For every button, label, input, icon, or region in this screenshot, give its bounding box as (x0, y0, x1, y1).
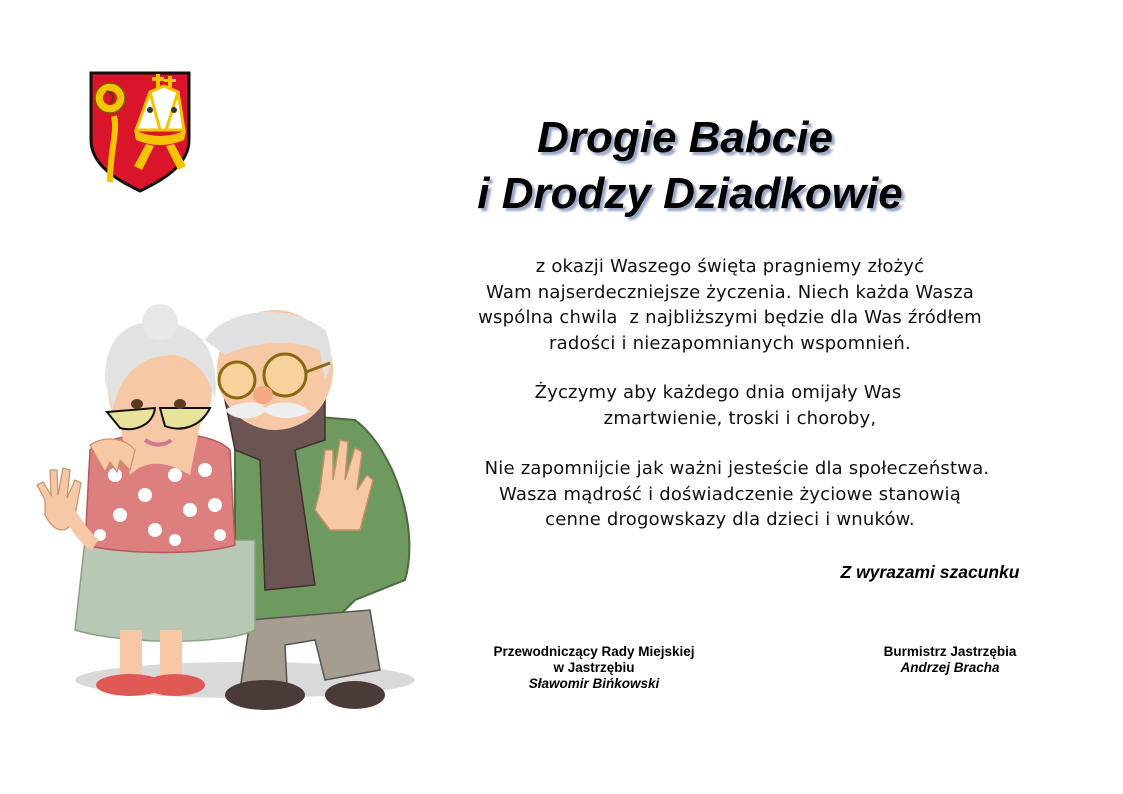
signature-role: w Jastrzębiu (553, 660, 635, 675)
signature-role: Burmistrz Jastrzębia (883, 644, 1017, 659)
signature-council-chair (470, 644, 718, 692)
grandparents-illustration (25, 300, 425, 730)
text-line: wspólna chwila z najbliższymi będzie dla Was źródłem (478, 307, 982, 328)
signature-mayor (860, 644, 1040, 676)
signature-name: Andrzej Bracha (900, 660, 1000, 675)
text-line: zmartwienie, troski i choroby, (603, 407, 877, 429)
greeting-paragraph-1 (440, 254, 1020, 356)
page-title (380, 110, 1000, 222)
title-line-1: Drogie Babcie (537, 113, 833, 162)
signature-role: Przewodniczący Rady Miejskiej (493, 644, 695, 659)
text-line: Życzymy aby każdego dnia omijały Was (534, 382, 902, 403)
text-line: cenne drogowskazy dla dzieci i wnuków. (545, 509, 915, 530)
greeting-paragraph-3 (440, 456, 1020, 533)
text-line: Wam najserdeczniejsze życzenia. Niech każda Wasza (486, 281, 974, 303)
signature-name: Sławomir Bińkowski (528, 676, 660, 691)
closing-text: Z wyrazami szacunku (840, 562, 1020, 582)
text-line: z okazji Waszego święta pragniemy złożyć (535, 256, 925, 277)
title-line-2: i Drodzy Dziadkowie (477, 169, 903, 218)
greeting-paragraph-2 (440, 380, 1020, 431)
text-line: radości i niezapomnianych wspomnień. (549, 332, 911, 354)
text-line: Nie zapomnijcie jak ważni jesteście dla społeczeństwa. (484, 458, 990, 479)
coat-of-arms-icon (88, 70, 192, 194)
text-line: Wasza mądrość i doświadczenie życiowe stanowią (499, 483, 961, 505)
